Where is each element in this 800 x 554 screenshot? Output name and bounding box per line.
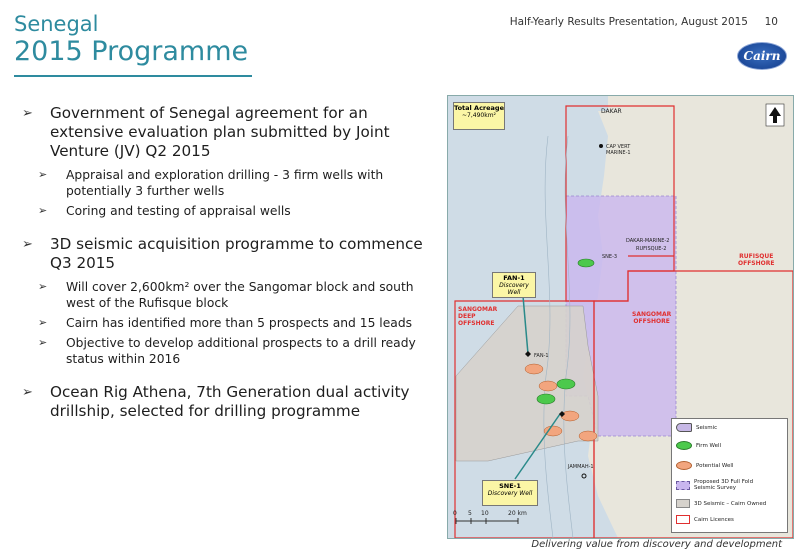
slide-title-line2: 2015 Programme <box>14 36 249 67</box>
firm-well-marker <box>537 394 555 404</box>
rufisque2-label: RUFISQUE-2 <box>636 246 667 252</box>
licence-swatch <box>676 515 690 524</box>
total-acreage-callout <box>453 102 505 130</box>
slide-title-line1: Senegal <box>14 12 99 36</box>
arrow-bullet-icon: ➢ <box>38 204 48 217</box>
potential-well-icon <box>676 461 692 470</box>
arrow-bullet-icon: ➢ <box>22 106 33 121</box>
legend-seismic: Seismic <box>676 423 717 432</box>
bullet-item <box>22 104 442 161</box>
sangomar-deep-label: SANGOMAR DEEP OFFSHORE <box>458 306 498 327</box>
bullet-list <box>22 104 442 427</box>
licence-map <box>447 95 794 539</box>
dakar-marine-label: DAKAR-MARINE-2 <box>626 238 670 244</box>
cap-vert-label: CAP VERT MARINE-1 <box>606 144 631 156</box>
bullet-text: Government of Senegal agreement for an extensive evaluation plan submitted by Joint Venture (JV) Q2 2015 <box>50 104 390 160</box>
total-acreage-value: ~7,490km² <box>462 112 496 119</box>
bullet-text: Coring and testing of appraisal wells <box>66 204 291 218</box>
footer-tagline: Delivering value from discovery and development <box>531 539 782 550</box>
total-acreage-title: Total Acreage <box>454 104 504 112</box>
firm-well-marker <box>557 379 575 389</box>
arrow-bullet-icon: ➢ <box>38 316 48 329</box>
rufisque-offshore-label: RUFISQUE OFFSHORE <box>738 253 775 267</box>
bullet-text: Objective to develop additional prospects to a drill ready status within 2016 <box>66 336 416 366</box>
proposed-3d-swatch <box>676 481 690 490</box>
potential-well-marker <box>561 411 579 421</box>
scale-label-0: 0 <box>453 510 457 517</box>
sub-bullet-item <box>22 203 442 219</box>
legend-potential-well: Potential Well <box>676 461 733 470</box>
potential-well-marker <box>525 364 543 374</box>
fan1-label: FAN-1 <box>534 353 549 359</box>
owned-3d-seismic-area <box>456 306 598 461</box>
fan1-callout: FAN-1 Discovery Well <box>492 272 536 298</box>
jamah-well-symbol <box>582 474 586 478</box>
dakar-label: DAKAR <box>601 108 622 115</box>
legend-firm-well: Firm Well <box>676 441 721 450</box>
sub-bullet-item <box>22 279 442 311</box>
sub-bullet-item <box>22 315 442 331</box>
sub-bullet-item <box>22 335 442 367</box>
bullet-item <box>22 235 442 273</box>
presentation-title: Half-Yearly Results Presentation, August 2015 <box>509 16 748 28</box>
sne1-callout: SNE-1 Discovery Well <box>482 480 538 506</box>
bullet-text: Ocean Rig Athena, 7th Generation dual activity drillship, selected for drilling programme <box>50 383 410 420</box>
sne3-label: SNE-3 <box>602 254 618 260</box>
cairn-logo <box>737 42 787 70</box>
bullet-text: Appraisal and exploration drilling - 3 firm wells with potentially 3 further wells <box>66 168 384 198</box>
logo-text: Cairn <box>743 49 781 63</box>
bullet-item <box>22 383 442 421</box>
title-underline <box>14 75 252 77</box>
potential-well-marker <box>579 431 597 441</box>
owned-3d-swatch <box>676 499 690 508</box>
arrow-bullet-icon: ➢ <box>38 280 48 293</box>
map-legend <box>671 418 788 533</box>
seismic-vessel-icon <box>676 423 692 432</box>
potential-well-marker <box>539 381 557 391</box>
arrow-bullet-icon: ➢ <box>22 385 33 400</box>
legend-proposed-3d: Proposed 3D Full Fold Seismic Survey <box>676 479 753 491</box>
firm-well-icon <box>676 441 692 450</box>
bullet-text: Will cover 2,600km² over the Sangomar block and south west of the Rufisque block <box>66 280 414 310</box>
cap-vert-well-symbol <box>599 144 603 148</box>
arrow-bullet-icon: ➢ <box>22 237 33 252</box>
arrow-bullet-icon: ➢ <box>38 336 48 349</box>
sub-bullet-item <box>22 167 442 199</box>
page-number: 10 <box>764 16 778 28</box>
jammah-label: JAMMAH-1 <box>568 464 594 470</box>
legend-owned-3d: 3D Seismic – Cairn Owned <box>676 499 766 508</box>
bullet-text: 3D seismic acquisition programme to commence Q3 2015 <box>50 235 423 272</box>
scale-label-10: 10 <box>481 510 489 517</box>
bullet-text: Cairn has identified more than 5 prospects and 15 leads <box>66 316 413 330</box>
sangomar-offshore-label: SANGOMAR OFFSHORE <box>632 311 672 325</box>
firm-well-marker <box>578 259 594 267</box>
scale-label-5: 5 <box>468 510 472 517</box>
arrow-bullet-icon: ➢ <box>38 168 48 181</box>
legend-licences: Cairn Licences <box>676 515 734 524</box>
scale-label-20: 20 km <box>508 510 527 517</box>
